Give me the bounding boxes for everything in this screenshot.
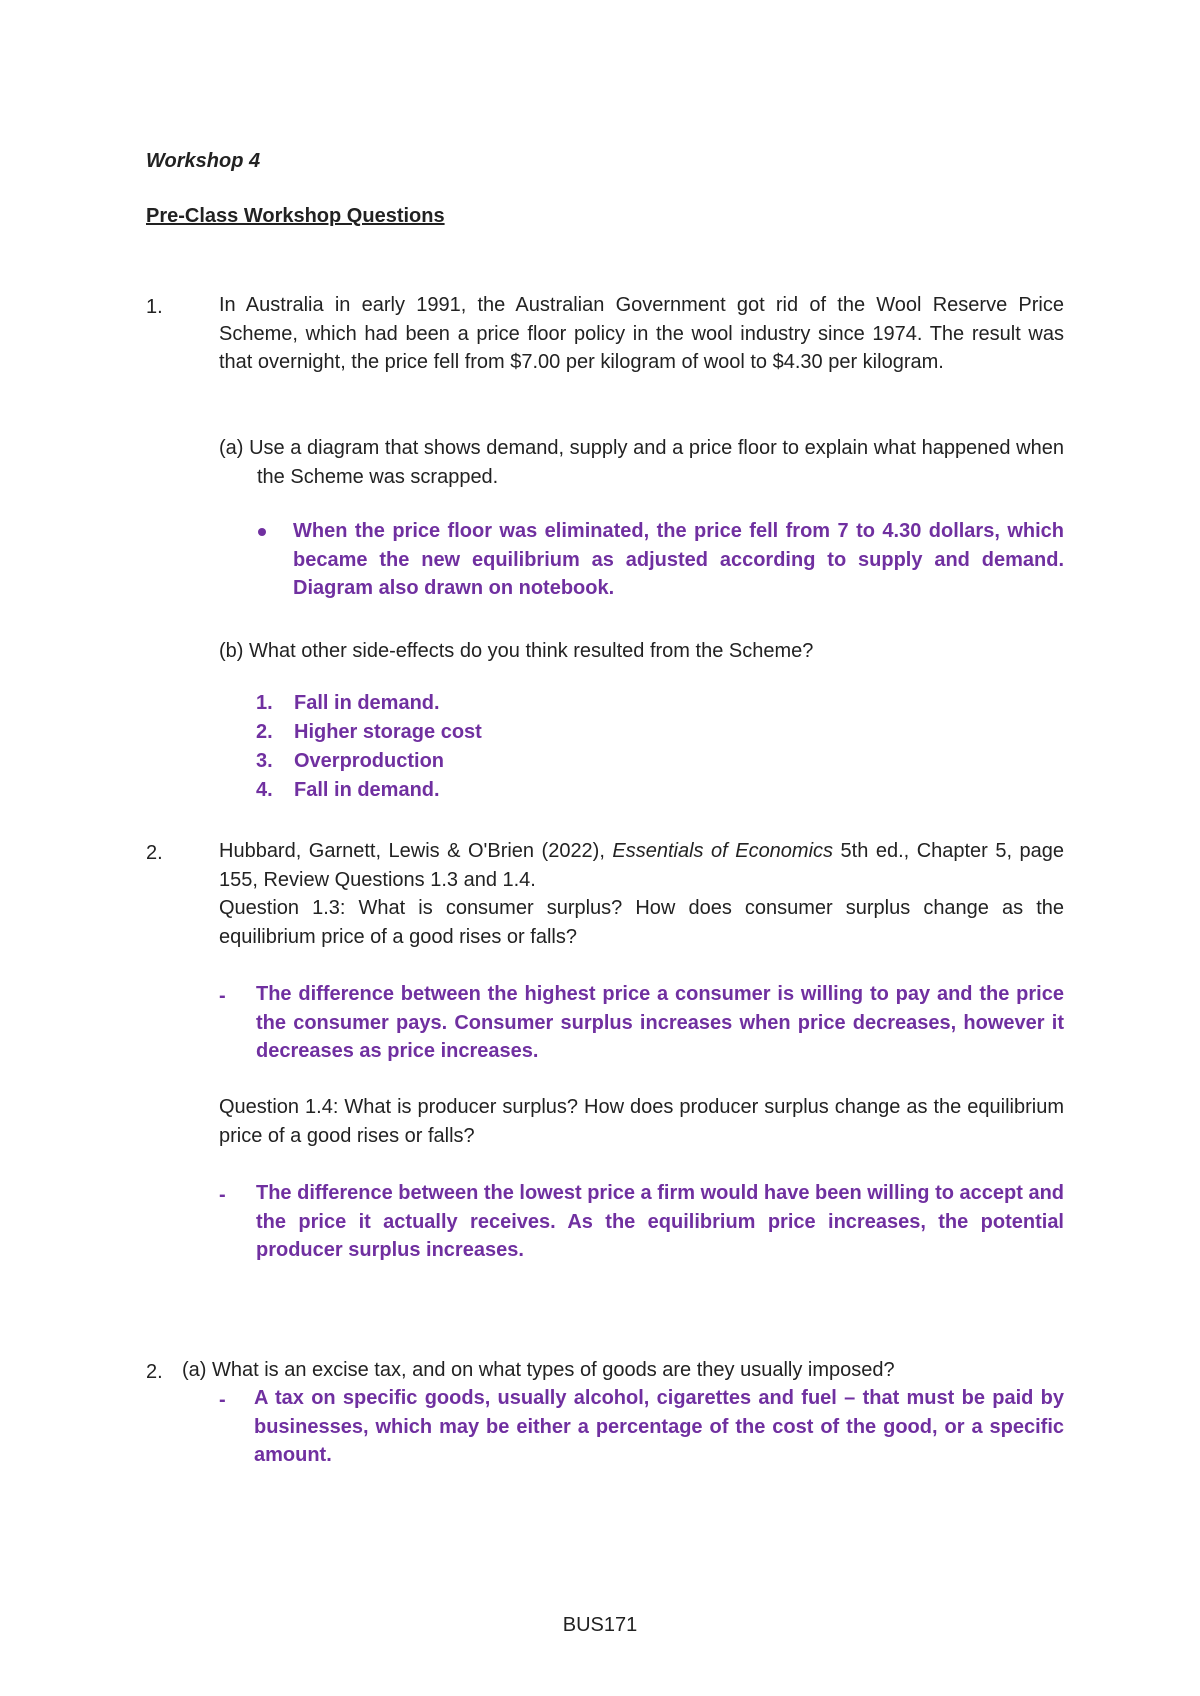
document-subtitle: Pre-Class Workshop Questions	[146, 205, 445, 227]
question-1-number: 1.	[146, 296, 163, 318]
question-1a-text: (a) Use a diagram that shows demand, supply and a price floor to explain what happened when the Scheme was scrapped.	[219, 437, 1064, 488]
question-3a-answer: A tax on specific goods, usually alcohol, cigarettes and fuel – that must be paid by businesses, which may be either a percentage of the cost of the good, or a specific amount.	[254, 1387, 1064, 1466]
question-1a-answer: When the price floor was eliminated, the price fell from 7 to 4.30 dollars, which became the new equilibrium as adjusted according to supply and demand. Diagram also drawn on notebook.	[293, 520, 1064, 599]
question-1-4-text: Question 1.4: What is producer surplus? How does producer surplus change as the equilibrium price of a good rises or falls?	[219, 1096, 1064, 1147]
dash-marker: -	[219, 985, 226, 1007]
question-1b-text: (b) What other side-effects do you think resulted from the Scheme?	[219, 640, 814, 662]
question-2-number: 2.	[146, 842, 163, 864]
question-3a-text: (a) What is an excise tax, and on what types of goods are they usually imposed?	[182, 1359, 895, 1381]
dash-marker: -	[219, 1184, 226, 1206]
question-2-reference: Hubbard, Garnett, Lewis & O'Brien (2022), Essentials of Economics 5th ed., Chapter 5, page 155, Review Questions 1.3 and 1.4.	[219, 840, 1064, 891]
list-item: 1. Fall in demand.	[256, 692, 440, 714]
list-item: 3. Overproduction	[256, 750, 445, 772]
book-title: Essentials of Economics	[612, 840, 834, 862]
dash-marker: -	[219, 1389, 226, 1411]
page-footer: BUS171	[562, 1614, 638, 1636]
bullet-icon	[258, 528, 266, 536]
question-1-text: In Australia in early 1991, the Australian Government got rid of the Wool Reserve Price Scheme, which had been a price floor policy in the wool industry since 1974. The result was that overnight, the price fell from $7.00 per kilogram of wool to $4.30 per kilogram.	[219, 294, 1064, 373]
list-item: 4. Fall in demand.	[256, 779, 440, 801]
question-1-4-answer: The difference between the lowest price a firm would have been willing to accept and the price it actually receives. As the equilibrium price increases, the potential producer surplus increases.	[256, 1182, 1064, 1261]
question-3-number: 2.	[146, 1361, 163, 1383]
document-title: Workshop 4	[146, 150, 261, 172]
question-1-3-text: Question 1.3: What is consumer surplus? How does consumer surplus change as the equilibrium price of a good rises or falls?	[219, 897, 1064, 948]
list-item: 2. Higher storage cost	[256, 721, 482, 743]
question-1-3-answer: The difference between the highest price a consumer is willing to pay and the price the consumer pays. Consumer surplus increases when price decreases, however it decreases as price increases.	[256, 983, 1064, 1062]
